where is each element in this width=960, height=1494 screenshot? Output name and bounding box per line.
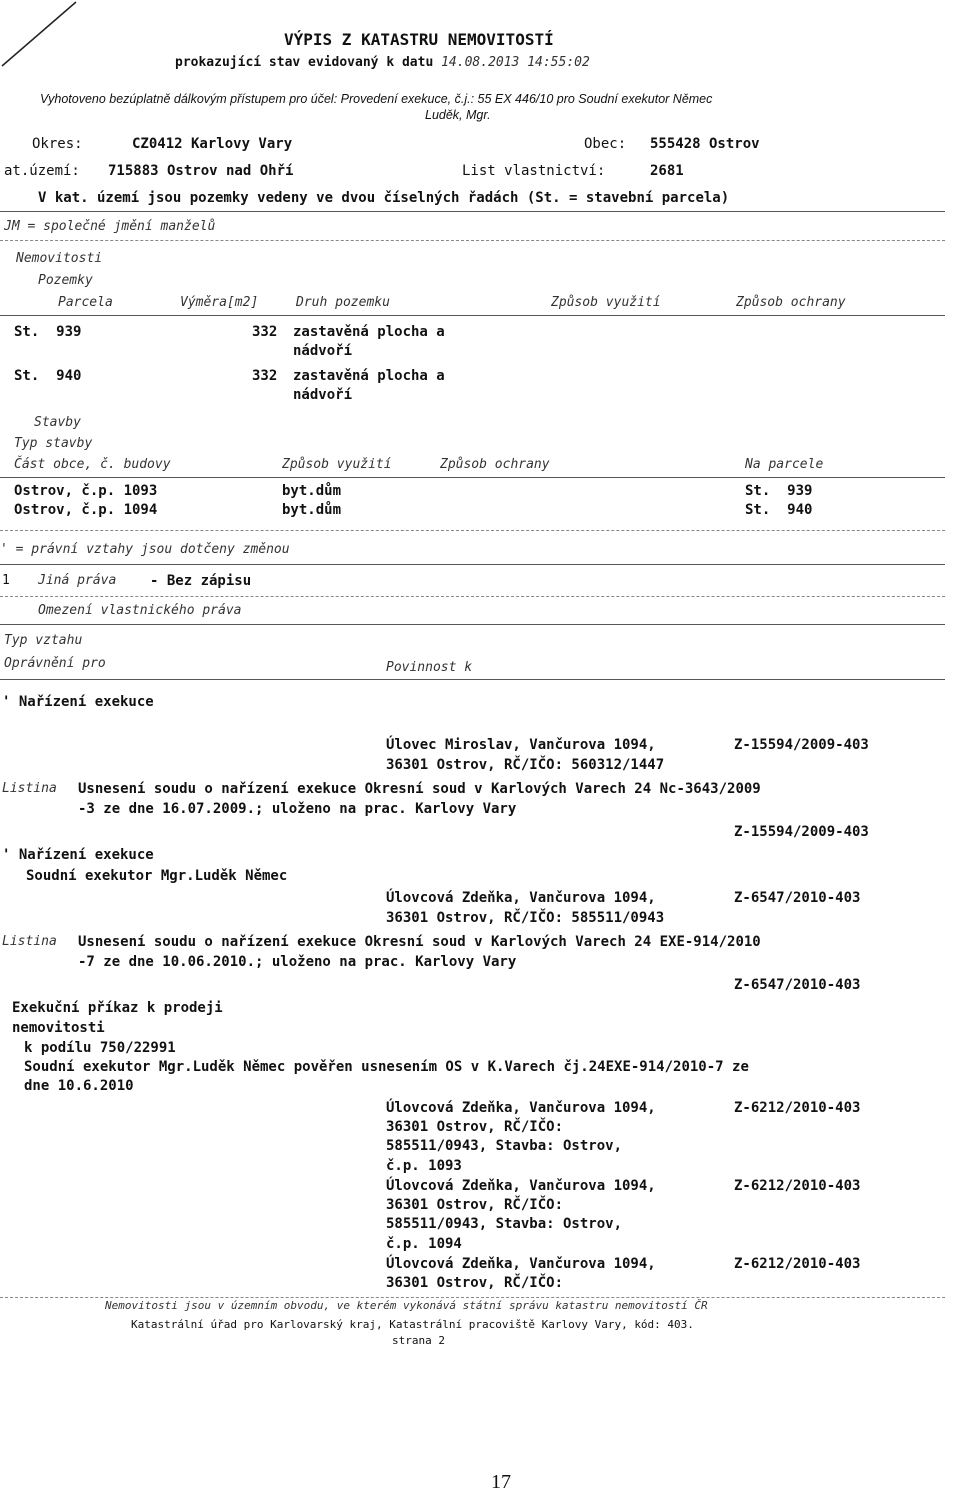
building-parcel: St. 940 bbox=[745, 502, 813, 518]
party-address: 36301 Ostrov, RČ/IČO: 560312/1447 bbox=[386, 757, 665, 773]
page-number: 17 bbox=[491, 1471, 511, 1493]
parcel-area: 332 bbox=[252, 324, 278, 340]
party-address: 36301 Ostrov, RČ/IČO: bbox=[386, 1275, 564, 1291]
party-line: Úlovcová Zdeňka, Vančurova 1094, bbox=[386, 890, 656, 906]
footer-page-label: strana 2 bbox=[392, 1334, 445, 1347]
entry-heading: ' Nařízení exekuce bbox=[2, 847, 154, 863]
party-building: č.p. 1093 bbox=[386, 1158, 462, 1174]
obec-value: 555428 Ostrov bbox=[650, 136, 760, 152]
zmena-note: ' = právní vztahy jsou dotčeny změnou bbox=[0, 542, 290, 557]
parcel-area: 332 bbox=[252, 368, 278, 384]
povinnost-label: Povinnost k bbox=[386, 660, 473, 675]
divider bbox=[0, 624, 945, 625]
okres-label: Okres: bbox=[32, 136, 83, 152]
col-vymera: Výměra[m2] bbox=[180, 295, 259, 310]
party-address: 36301 Ostrov, RČ/IČO: 585511/0943 bbox=[386, 910, 665, 926]
listina-text-cont: -3 ze dne 16.07.2009.; uloženo na prac. Karlovy Vary bbox=[78, 801, 517, 817]
divider bbox=[0, 477, 945, 478]
divider bbox=[0, 596, 945, 597]
reference-number: Z-6547/2010-403 bbox=[734, 890, 861, 906]
col-cast-obce: Část obce, č. budovy bbox=[14, 457, 171, 472]
parcel-type-cont: nádvoří bbox=[293, 387, 353, 403]
entry-title: Exekuční příkaz k prodeji bbox=[12, 1000, 223, 1016]
listina-text: Usnesení soudu o nařízení exekuce Okresní soud v Karlových Varech 24 Nc-3643/2009 bbox=[78, 781, 761, 797]
entry-subheading-cont: dne 10.6.2010 bbox=[24, 1078, 134, 1094]
list-vlastnictvi-label: List vlastnictví: bbox=[462, 163, 606, 179]
pozemky-heading: Pozemky bbox=[38, 273, 93, 288]
entry-heading: ' Nařízení exekuce bbox=[2, 694, 154, 710]
party-address: 36301 Ostrov, RČ/IČO: bbox=[386, 1119, 564, 1135]
divider bbox=[0, 564, 945, 565]
party-address-cont: 585511/0943, Stavba: Ostrov, bbox=[386, 1138, 623, 1154]
listina-text: Usnesení soudu o nařízení exekuce Okresní soud v Karlových Varech 24 EXE-914/2010 bbox=[78, 934, 761, 950]
entry-subheading: Soudní exekutor Mgr.Luděk Němec bbox=[26, 868, 288, 884]
typ-vztahu-label: Typ vztahu bbox=[4, 633, 83, 648]
parcel-type: zastavěná plocha a bbox=[293, 324, 445, 340]
building-use: byt.dům bbox=[282, 483, 342, 499]
stavby-heading: Stavby bbox=[34, 415, 81, 430]
omezeni-heading: Omezení vlastnického práva bbox=[38, 603, 242, 618]
nemovitosti-heading: Nemovitosti bbox=[16, 251, 103, 266]
entry-title: Nařízení exekuce bbox=[18, 694, 154, 710]
building-use: byt.dům bbox=[282, 502, 342, 518]
entry-title: Nařízení exekuce bbox=[18, 847, 154, 863]
extract-date: 14.08.2013 14:55:02 bbox=[441, 55, 590, 70]
entry-subheading: k podílu 750/22991 bbox=[24, 1040, 176, 1056]
col-druh: Druh pozemku bbox=[296, 295, 390, 310]
kat-uzemi-label: at.území: bbox=[4, 163, 80, 179]
typ-stavby-heading: Typ stavby bbox=[14, 436, 93, 451]
col-zpusob-ochrany: Způsob ochrany bbox=[440, 457, 550, 472]
party-line: Úlovcová Zdeňka, Vančurova 1094, bbox=[386, 1178, 656, 1194]
jina-prava-label: Jiná práva bbox=[38, 573, 117, 588]
party-line: Úlovec Miroslav, Vančurova 1094, bbox=[386, 737, 656, 753]
entry-subheading: Soudní exekutor Mgr.Luděk Němec pověřen usnesením OS v K.Varech čj.24EXE-914/2010-7 ze bbox=[24, 1059, 749, 1075]
subtitle-line bbox=[175, 55, 590, 70]
purpose-line-2: Luděk, Mgr. bbox=[425, 108, 491, 122]
building-part: Ostrov, č.p. 1093 bbox=[14, 483, 158, 499]
divider bbox=[0, 530, 945, 531]
footer-line-2: Katastrální úřad pro Karlovarský kraj, Katastrální pracoviště Karlovy Vary, kód: 403. bbox=[131, 1318, 694, 1331]
document-title: VÝPIS Z KATASTRU NEMOVITOSTÍ bbox=[284, 30, 554, 49]
opravneni-label: Oprávnění pro bbox=[4, 656, 106, 671]
list-vlastnictvi-value: 2681 bbox=[650, 163, 684, 179]
sjm-note: JM = společné jmění manželů bbox=[4, 219, 216, 234]
building-parcel: St. 939 bbox=[745, 483, 813, 499]
entry-title-cont: nemovitosti bbox=[12, 1020, 105, 1036]
building-part: Ostrov, č.p. 1094 bbox=[14, 502, 158, 518]
col-zpusob-vyuziti: Způsob využití bbox=[551, 295, 661, 310]
col-zpusob-ochrany: Způsob ochrany bbox=[736, 295, 846, 310]
parcel-id: St. 939 bbox=[14, 324, 82, 340]
jina-prava-value: - Bez zápisu bbox=[150, 573, 252, 589]
party-line: Úlovcová Zdeňka, Vančurova 1094, bbox=[386, 1100, 656, 1116]
listina-label: Listina bbox=[2, 781, 57, 796]
reference-number: Z-6212/2010-403 bbox=[734, 1256, 861, 1272]
parcel-type-cont: nádvoří bbox=[293, 343, 353, 359]
reference-number: Z-15594/2009-403 bbox=[734, 824, 869, 840]
parcel-type: zastavěná plocha a bbox=[293, 368, 445, 384]
listina-text-cont: -7 ze dne 10.06.2010.; uloženo na prac. Karlovy Vary bbox=[78, 954, 517, 970]
section-prefix: 1 bbox=[2, 573, 10, 588]
parcel-id: St. 940 bbox=[14, 368, 82, 384]
party-address-cont: 585511/0943, Stavba: Ostrov, bbox=[386, 1216, 623, 1232]
col-zpusob-vyuziti: Způsob využití bbox=[282, 457, 392, 472]
corner-slash-mark bbox=[0, 0, 90, 70]
divider bbox=[0, 211, 945, 212]
divider bbox=[0, 1297, 945, 1298]
kat-uzemi-value: 715883 Ostrov nad Ohří bbox=[108, 163, 294, 179]
divider bbox=[0, 240, 945, 241]
reference-number: Z-6212/2010-403 bbox=[734, 1178, 861, 1194]
col-na-parcele: Na parcele bbox=[745, 457, 824, 472]
listina-label: Listina bbox=[2, 934, 57, 949]
divider bbox=[0, 679, 945, 680]
obec-label: Obec: bbox=[584, 136, 627, 152]
subtitle-label: prokazující stav evidovaný k datu bbox=[175, 55, 434, 70]
party-line: Úlovcová Zdeňka, Vančurova 1094, bbox=[386, 1256, 656, 1272]
reference-number: Z-6547/2010-403 bbox=[734, 977, 861, 993]
okres-value: CZ0412 Karlovy Vary bbox=[132, 136, 293, 152]
reference-number: Z-6212/2010-403 bbox=[734, 1100, 861, 1116]
divider bbox=[0, 315, 945, 316]
party-building: č.p. 1094 bbox=[386, 1236, 462, 1252]
reference-number: Z-15594/2009-403 bbox=[734, 737, 869, 753]
party-address: 36301 Ostrov, RČ/IČO: bbox=[386, 1197, 564, 1213]
col-parcela: Parcela bbox=[58, 295, 113, 310]
purpose-line-1: Vyhotoveno bezúplatně dálkovým přístupem pro účel: Provedení exekuce, č.j.: 55 EX 446/10 pro Soudní exekutor Němec bbox=[40, 92, 713, 106]
footer-line-1: Nemovitosti jsou v územním obvodu, ve kterém vykonává státní správu katastru nemovitostí ČR bbox=[105, 1299, 708, 1312]
rady-note: V kat. území jsou pozemky vedeny ve dvou číselných řadách (St. = stavební parcela) bbox=[38, 190, 730, 206]
